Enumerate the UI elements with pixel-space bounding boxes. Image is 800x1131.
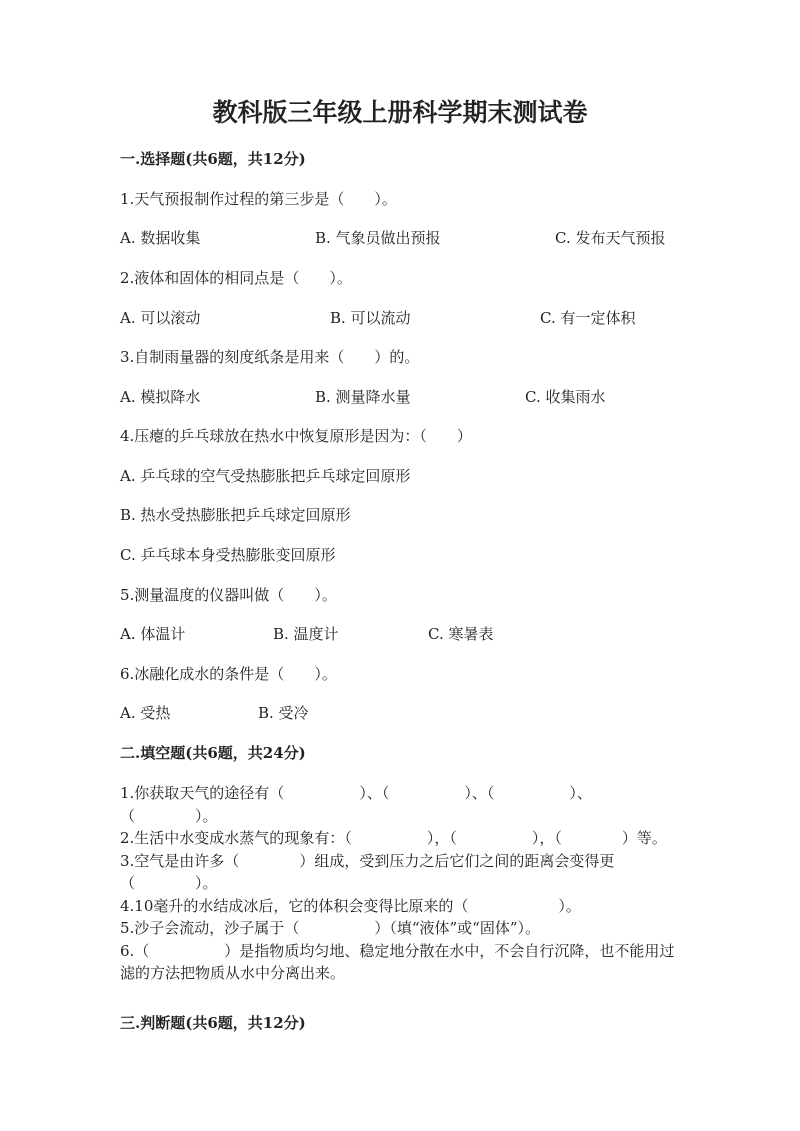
question-4-option-a: A. 乒乓球的空气受热膨胀把乒乓球定回原形 [120, 467, 411, 485]
question-6-option-a: A. 受热 [120, 704, 171, 722]
question-3-option-a: A. 模拟降水 [120, 388, 201, 406]
fill-question-2: 2.生活中水变成水蒸气的现象有：（ ），（ ），（ ）等。 [120, 829, 667, 847]
question-4-option-b: B. 热水受热膨胀把乒乓球定回原形 [120, 506, 351, 524]
fill-question-3: 3.空气是由许多（ ）组成，受到压力之后它们之间的距离会变得更（ ）。 [120, 851, 615, 892]
question-6-stem: 6.冰融化成水的条件是（ ）。 [120, 665, 337, 683]
question-3-option-b: B. 测量降水量 [315, 388, 411, 406]
fill-question-1: 1.你获取天气的途径有（ ）、（ ）、（ ）、（ ）。 [120, 784, 592, 825]
question-5-option-b: B. 温度计 [273, 625, 339, 643]
question-5-option-c: C. 寒暑表 [428, 625, 494, 643]
question-2-option-b: B. 可以流动 [330, 309, 411, 327]
question-5-stem: 5.测量温度的仪器叫做（ ）。 [120, 586, 337, 604]
page-title: 教科版三年级上册科学期末测试卷 [212, 98, 588, 127]
question-4-option-c: C. 乒乓球本身受热膨胀变回原形 [120, 546, 336, 564]
question-2-stem: 2.液体和固体的相同点是（ ）。 [120, 269, 352, 287]
question-1-option-b: B. 气象员做出预报 [315, 229, 441, 247]
fill-question-6: 6.（ ）是指物质均匀地、稳定地分散在水中，不会自行沉降，也不能用过滤的方法把物质从水中分离出来。 [120, 941, 675, 982]
question-4-stem: 4.压瘪的乒乓球放在热水中恢复原形是因为：（ ） [120, 427, 472, 445]
question-3-option-c: C. 收集雨水 [525, 388, 606, 406]
question-3-stem: 3.自制雨量器的刻度纸条是用来（ ）的。 [120, 348, 420, 366]
section-heading-fill: 二.填空题(共6题，共24分) [120, 744, 306, 762]
fill-question-5: 5.沙子会流动，沙子属于（ ）（填“液体”或“固体”）。 [120, 919, 540, 937]
question-5-option-a: A. 体温计 [120, 625, 186, 643]
question-1-option-c: C. 发布天气预报 [555, 229, 666, 247]
question-6-option-b: B. 受冷 [258, 704, 309, 722]
section-heading-judge: 三.判断题(共6题，共12分) [120, 1014, 306, 1032]
question-2-option-c: C. 有一定体积 [540, 309, 636, 327]
question-1-stem: 1.天气预报制作过程的第三步是（ ）。 [120, 190, 397, 208]
section-heading-choice: 一.选择题(共6题，共12分) [120, 150, 306, 168]
question-2-option-a: A. 可以滚动 [120, 309, 201, 327]
fill-question-4: 4.10毫升的水结成冰后，它的体积会变得比原来的（ ）。 [120, 896, 581, 915]
fill-question-list [120, 782, 680, 985]
question-1-option-a: A. 数据收集 [120, 229, 201, 247]
